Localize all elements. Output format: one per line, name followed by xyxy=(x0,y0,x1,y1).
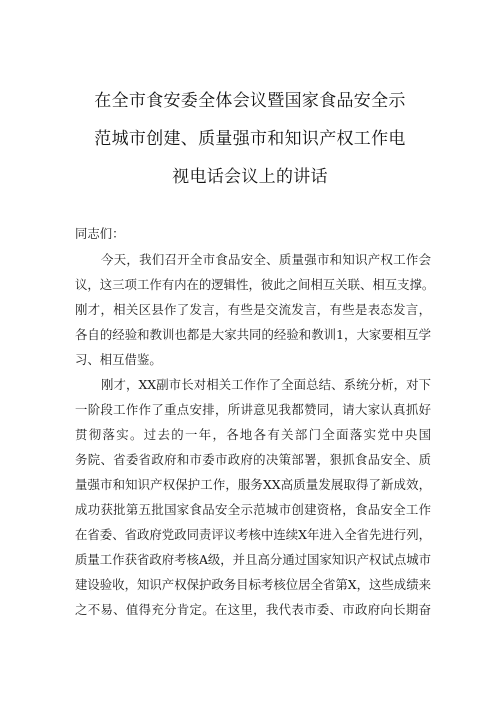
body-line: 贯彻落实。过去的一年，各地各有关部门全面落实党中央国 xyxy=(75,427,431,442)
salutation: 同志们： xyxy=(75,226,125,241)
body-line: 今天，我们召开全市食品安全、质量强市和知识产权工作会 xyxy=(101,252,431,267)
body-line: 建设验收，知识产权保护政务目标考核位居全省第X，这些成绩来 xyxy=(75,577,431,592)
body-line: 之不易、值得充分肯定。在这里，我代表市委、市政府向长期奋 xyxy=(75,602,431,617)
body-line: 刚才，相关区县作了发言，有些是交流发言，有些是表态发言， xyxy=(75,302,431,317)
document-title-line-1: 在全市食安委全体会议暨国家食品安全示 xyxy=(94,91,406,111)
body-line: 质量工作获省政府考核A级，并且高分通过国家知识产权试点城市 xyxy=(75,552,431,567)
body-line: 在省委、省政府党政同责评议考核中连续X年进入全省先进行列， xyxy=(75,527,431,542)
body-line: 习、相互借鉴。 xyxy=(75,352,162,367)
document-title-line-2: 范城市创建、质量强市和知识产权工作电 xyxy=(94,129,406,149)
body-line: 各自的经验和教训也都是大家共同的经验和教训1，大家要相互学 xyxy=(75,327,431,342)
body-line: 量强市和知识产权保护工作，服务XX高质量发展取得了新成效， xyxy=(75,477,431,492)
document-title-line-3: 视电话会议上的讲话 xyxy=(172,167,328,187)
body-line: 议，这三项工作有内在的逻辑性，彼此之间相互关联、相互支撑。 xyxy=(75,277,435,292)
body-line: 刚才，XX副市长对相关工作作了全面总结、系统分析，对下 xyxy=(101,377,431,392)
body-line: 务院、省委省政府和市委市政府的决策部署，狠抓食品安全、质 xyxy=(75,452,431,467)
body-line: 一阶段工作作了重点安排，所讲意见我都赞同，请大家认真抓好 xyxy=(75,402,431,417)
body-line: 成功获批第五批国家食品安全示范城市创建资格，食品安全工作 xyxy=(75,502,431,517)
